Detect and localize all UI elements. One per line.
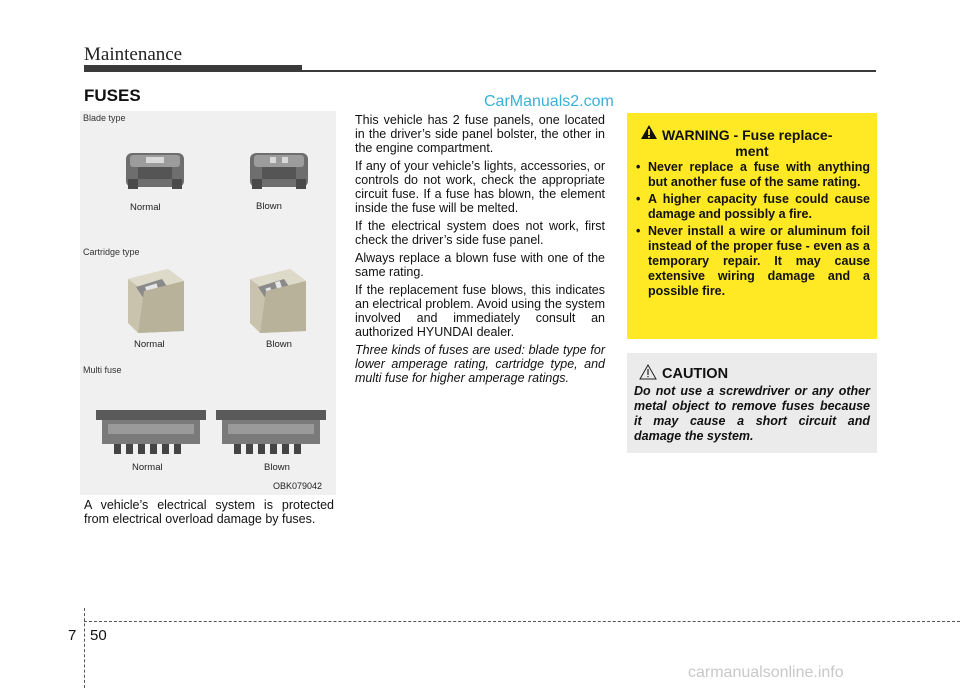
- intro-text: A vehicle’s electrical system is protected from electrical overload damage by fuses.: [84, 498, 334, 526]
- warning-title-cont: ment: [735, 143, 769, 159]
- figure-code: OBK079042: [273, 481, 323, 491]
- chapter-number: 7: [68, 627, 77, 644]
- cartridge-blown-caption: Blown: [266, 339, 292, 350]
- watermark-link[interactable]: CarManuals2.com: [484, 93, 614, 110]
- blade-type-label: Blade type: [83, 113, 126, 123]
- caution-triangle-icon: [639, 364, 657, 380]
- page-number: 50: [90, 627, 107, 644]
- body-text: [355, 113, 605, 389]
- footer-site-link[interactable]: carmanualsonline.info: [688, 664, 844, 681]
- blade-fuse-blown-image: [248, 149, 310, 191]
- multi-fuse-blown-image: [214, 406, 328, 458]
- section-title: Maintenance: [84, 44, 183, 65]
- warning-list: [634, 160, 870, 301]
- header-rule: [302, 70, 876, 72]
- paragraph-5: If the replacement fuse blows, this indicates an electrical problem. Avoid using the system involved and immediately consult an authorized HYUNDAI dealer.: [355, 283, 605, 339]
- multi-blown-caption: Blown: [264, 462, 290, 473]
- header-bar: [84, 65, 302, 72]
- blade-blown-caption: Blown: [256, 201, 282, 212]
- fuse-figure: [80, 111, 336, 495]
- warning-item: • Never replace a fuse with anything but another fuse of the same rating.: [634, 160, 870, 190]
- caution-text: Do not use a screwdriver or any other metal object to remove fuses because it may cause a short circuit and damage the system.: [634, 384, 870, 443]
- paragraph-1: This vehicle has 2 fuse panels, one located in the driver’s side panel bolster, the other in the engine compartment.: [355, 113, 605, 155]
- multi-normal-caption: Normal: [132, 462, 163, 473]
- page-heading: FUSES: [84, 86, 141, 105]
- multi-fuse-normal-image: [94, 406, 208, 458]
- cartridge-normal-caption: Normal: [134, 339, 165, 350]
- intro-paragraph: [84, 498, 334, 530]
- caution-title: CAUTION: [662, 366, 729, 382]
- footer-vertical-rule: [84, 608, 86, 688]
- paragraph-3: If the electrical system does not work, first check the driver’s side fuse panel.: [355, 219, 605, 247]
- warning-title: WARNING - Fuse replace-: [662, 127, 833, 143]
- warning-item: • A higher capacity fuse could cause damage and possibly a fire.: [634, 192, 870, 222]
- paragraph-2: If any of your vehicle’s lights, accessories, or controls do not work, check the appropriate circuit fuse. If a fuse has blown, the element inside the fuse will be melted.: [355, 159, 605, 215]
- paragraph-4: Always replace a blown fuse with one of the same rating.: [355, 251, 605, 279]
- warning-triangle-icon: [640, 124, 658, 140]
- warning-item: • Never install a wire or aluminum foil instead of the proper fuse - even as a temporary repair. It may cause extensive wiring damage and a possible fire.: [634, 224, 870, 299]
- cartridge-type-label: Cartridge type: [83, 247, 140, 257]
- footer-horizontal-rule: [84, 621, 960, 622]
- multi-fuse-label: Multi fuse: [83, 365, 122, 375]
- cartridge-fuse-blown-image: [244, 265, 310, 337]
- cartridge-fuse-normal-image: [122, 265, 188, 337]
- blade-normal-caption: Normal: [130, 202, 161, 213]
- blade-fuse-normal-image: [124, 149, 186, 191]
- paragraph-6: Three kinds of fuses are used: blade type for lower amperage rating, cartridge type, and multi fuse for higher amperage ratings.: [355, 343, 605, 385]
